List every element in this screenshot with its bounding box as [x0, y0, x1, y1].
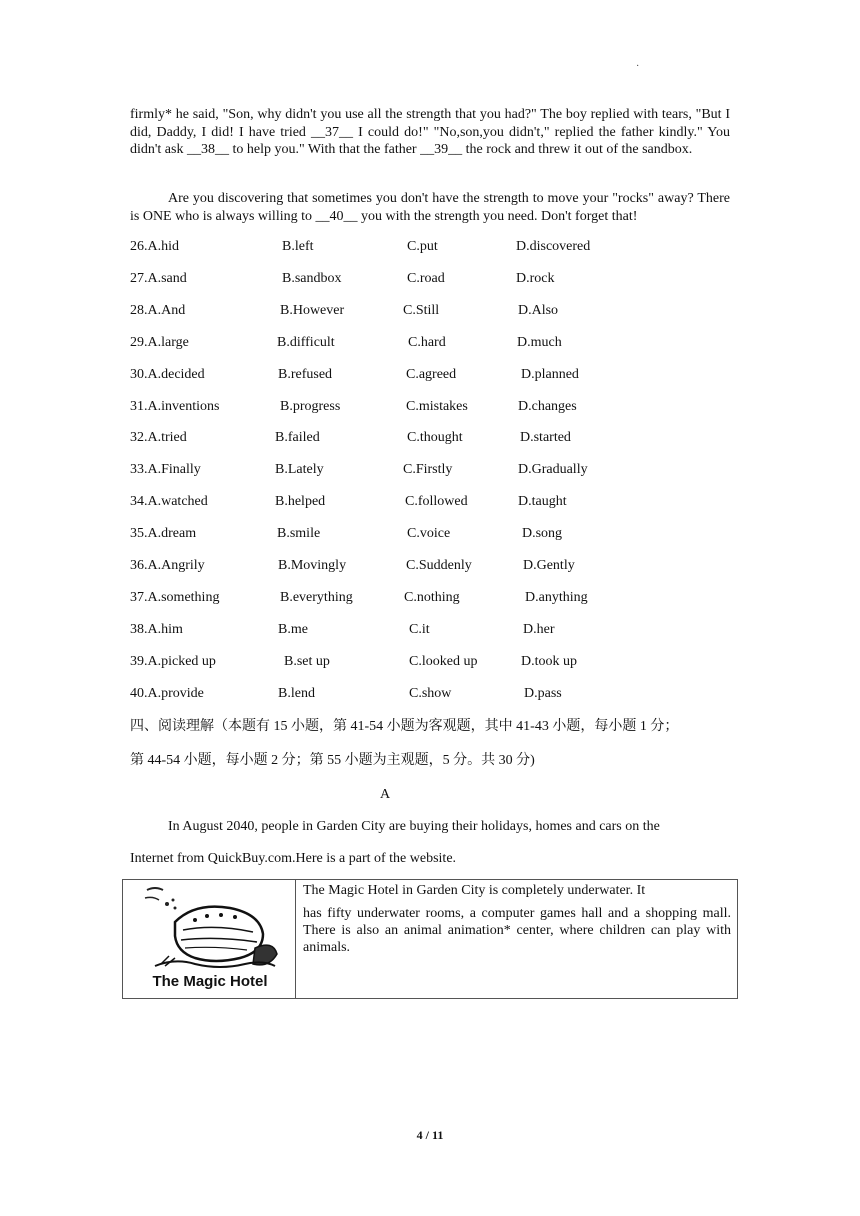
option-c: C.Firstly: [403, 462, 453, 478]
question-row: [130, 685, 750, 703]
section-heading-line-1: 四、阅读理解（本题有 15 小题，第 41-54 小题为客观题，其中 41-43 小题，每小题 1 分；: [130, 719, 679, 734]
question-row: [130, 270, 750, 288]
option-b: B.progress: [280, 398, 341, 414]
option-a: 30.A.decided: [130, 366, 205, 382]
option-a: 26.A.hid: [130, 239, 179, 254]
intro-line-1: In August 2040, people in Garden City are buying their holidays, homes and cars on the: [168, 819, 660, 834]
option-b: B.Lately: [275, 462, 324, 478]
option-a: 34.A.watched: [130, 494, 208, 510]
option-c: C.followed: [405, 494, 468, 510]
table-divider: [295, 880, 296, 998]
section-heading-line-2: 第 44-54 小题，每小题 2 分；第 55 小题为主观题，5 分。共 30 分): [130, 753, 535, 768]
question-row: [130, 589, 750, 607]
option-b: B.lend: [278, 685, 315, 701]
question-row: [130, 334, 750, 352]
option-c: C.looked up: [409, 653, 478, 669]
option-a: 33.A.Finally: [130, 462, 201, 478]
option-b: B.set up: [284, 653, 330, 669]
question-row: [130, 557, 750, 575]
option-d: D.changes: [518, 398, 577, 414]
option-c: C.voice: [407, 526, 451, 542]
option-a: 35.A.dream: [130, 526, 197, 542]
option-a: 39.A.picked up: [130, 653, 216, 669]
option-b: B.refused: [278, 366, 333, 382]
passage-paragraph-2: Are you discovering that sometimes you don't have the strength to move your "rocks" away? There is ONE who is always willing to __40__ you with the strength you need. Don't forget that!: [130, 191, 730, 224]
option-a: 31.A.inventions: [130, 398, 220, 414]
question-row: [130, 398, 750, 416]
option-b: B.helped: [275, 494, 326, 510]
option-d: D.much: [517, 334, 562, 350]
option-a: 38.A.him: [130, 621, 183, 637]
option-d: D.song: [522, 526, 563, 542]
question-row: [130, 525, 750, 543]
option-d: D.pass: [524, 685, 562, 701]
image-caption: The Magic Hotel: [152, 973, 268, 990]
question-row: [130, 366, 750, 384]
option-b: B.Movingly: [278, 558, 347, 573]
option-d: D.anything: [525, 589, 588, 605]
option-a: 37.A.something: [130, 589, 220, 605]
option-d: D.discovered: [516, 239, 591, 254]
passage-paragraph-1: firmly* he said, "Son, why didn't you use all the strength that you had?" The boy replied with tears, "But I did, Daddy, I did! I have tried __37__ I could do!" "No,son,you didn't," replied the father kindly." You didn't ask __38__ to help you." With that the father __39__ the rock and threw it out of the sandbox.: [130, 107, 730, 157]
option-d: D.planned: [521, 366, 579, 382]
option-a: 27.A.sand: [130, 270, 187, 286]
question-row: [130, 621, 750, 639]
option-c: C.mistakes: [406, 398, 468, 414]
option-c: C.nothing: [404, 589, 460, 605]
option-b: B.everything: [280, 589, 353, 605]
passage-label: A: [380, 787, 391, 802]
option-c: C.Suddenly: [406, 558, 472, 573]
option-a: 28.A.And: [130, 302, 186, 318]
option-d: D.rock: [516, 270, 555, 286]
option-c: C.hard: [408, 334, 446, 350]
question-row: [130, 238, 750, 256]
question-row: [130, 461, 750, 479]
option-d: D.Gradually: [518, 462, 588, 478]
option-d: D.started: [520, 430, 571, 446]
option-c: C.agreed: [406, 366, 457, 382]
hotel-description: [303, 882, 731, 956]
option-a: 40.A.provide: [130, 685, 204, 701]
page-number: 4 / 11: [416, 1128, 444, 1142]
hotel-table: [122, 879, 738, 999]
option-d: D.taught: [518, 494, 567, 510]
question-row: [130, 653, 750, 671]
question-row: [130, 302, 750, 320]
option-c: C.show: [409, 685, 452, 701]
option-b: B.failed: [275, 430, 320, 446]
header-mark: ·: [636, 61, 640, 72]
option-c: C.it: [409, 621, 430, 637]
option-b: B.left: [282, 239, 314, 254]
option-b: B.However: [280, 302, 345, 318]
option-c: C.road: [407, 270, 445, 286]
option-a: 29.A.large: [130, 334, 189, 350]
option-d: D.her: [523, 621, 555, 637]
option-c: C.put: [407, 239, 438, 254]
option-a: 36.A.Angrily: [130, 558, 205, 573]
magic-hotel-image: [135, 884, 285, 994]
option-d: D.Also: [518, 302, 559, 318]
intro-line-2: Internet from QuickBuy.com.Here is a part of the website.: [130, 851, 457, 866]
hotel-text-line-1: The Magic Hotel in Garden City is completely underwater. It: [303, 883, 646, 898]
option-a: 32.A.tried: [130, 430, 187, 446]
option-b: B.difficult: [277, 334, 335, 350]
option-d: D.Gently: [523, 558, 575, 573]
option-b: B.me: [278, 621, 308, 637]
option-c: C.Still: [403, 302, 440, 318]
option-b: B.sandbox: [282, 270, 342, 286]
question-row: [130, 493, 750, 511]
hotel-text-line-2: has fifty underwater rooms, a computer games hall and a shopping mall. There is also an animal animation* center, where children can play with animals.: [303, 906, 731, 955]
option-b: B.smile: [277, 526, 321, 542]
option-c: C.thought: [407, 430, 463, 446]
question-row: [130, 429, 750, 447]
option-d: D.took up: [521, 653, 577, 669]
